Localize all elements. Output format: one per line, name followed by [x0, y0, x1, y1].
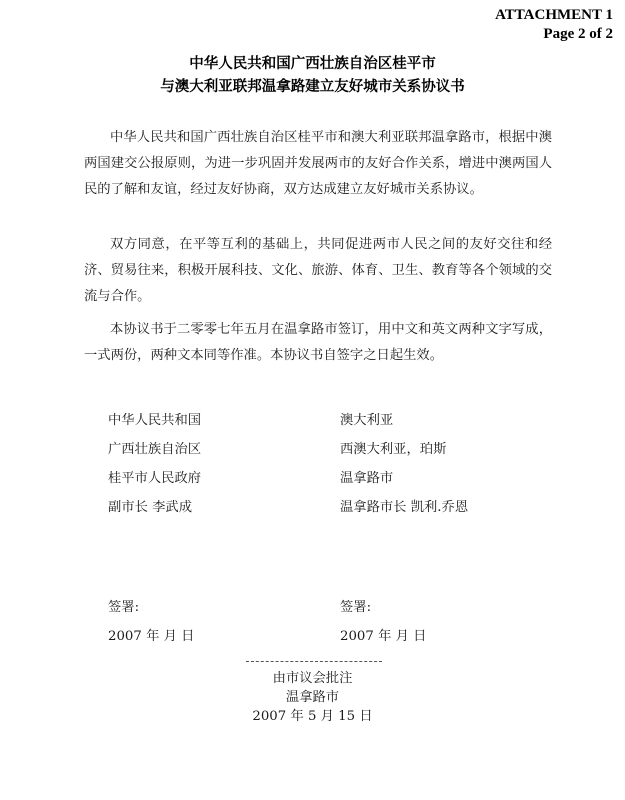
title-line-1: 中华人民共和国广西壮族自治区桂平市 [189, 55, 436, 72]
signatory-line: 澳大利亚 [340, 413, 394, 428]
signing-date: 2007 年 月 日 [340, 629, 427, 644]
signing-label: 签署: [108, 600, 140, 615]
signatory-line: 广西壮族自治区 [108, 442, 202, 457]
attachment-header [495, 6, 613, 44]
signing-block-right [340, 593, 426, 651]
divider-line [246, 661, 382, 662]
council-approval [0, 669, 625, 726]
signatory-line: 西澳大利亚，珀斯 [340, 442, 447, 457]
document-title [0, 52, 625, 98]
paragraph-3: 本协议书于二零零七年五月在温拿路市签订，用中文和英文两种文字写成，一式两份，两种文本同等作准。本协议书自签字之日起生效。 [84, 322, 552, 363]
signatory-line: 桂平市人民政府 [108, 471, 202, 486]
signing-date: 2007 年 月 日 [108, 629, 195, 644]
signatory-line: 温拿路市 [340, 471, 394, 486]
attachment-label: ATTACHMENT 1 [495, 7, 613, 23]
signatory-line: 温拿路市长 凯利.乔恩 [340, 500, 469, 515]
approval-city: 温拿路市 [285, 690, 340, 705]
signatory-australia [340, 406, 468, 522]
approval-note: 由市议会批注 [272, 671, 353, 686]
signing-block-left [108, 593, 194, 651]
signatory-line: 副市长 李武成 [108, 500, 193, 515]
approval-date: 2007 年 5 月 15 日 [252, 709, 373, 724]
signatory-china [108, 406, 201, 522]
paragraph-2: 双方同意，在平等互利的基础上，共同促进两市人民之间的友好交往和经济、贸易往来，积极开展科技、文化、旅游、体育、卫生、教育等各个领域的交流与合作。 [84, 237, 552, 304]
signing-label: 签署: [340, 600, 372, 615]
paragraph-1: 中华人民共和国广西壮族自治区桂平市和澳大利亚联邦温拿路市，根据中澳两国建交公报原则，为进一步巩固并发展两市的友好合作关系，增进中澳两国人民的了解和友谊，经过友好协商，双方达成建立友好城市关系协议。 [84, 130, 552, 197]
title-line-2: 与澳大利亚联邦温拿路建立友好城市关系协议书 [160, 78, 465, 95]
page-number: Page 2 of 2 [543, 26, 613, 42]
signatory-line: 中华人民共和国 [108, 413, 202, 428]
